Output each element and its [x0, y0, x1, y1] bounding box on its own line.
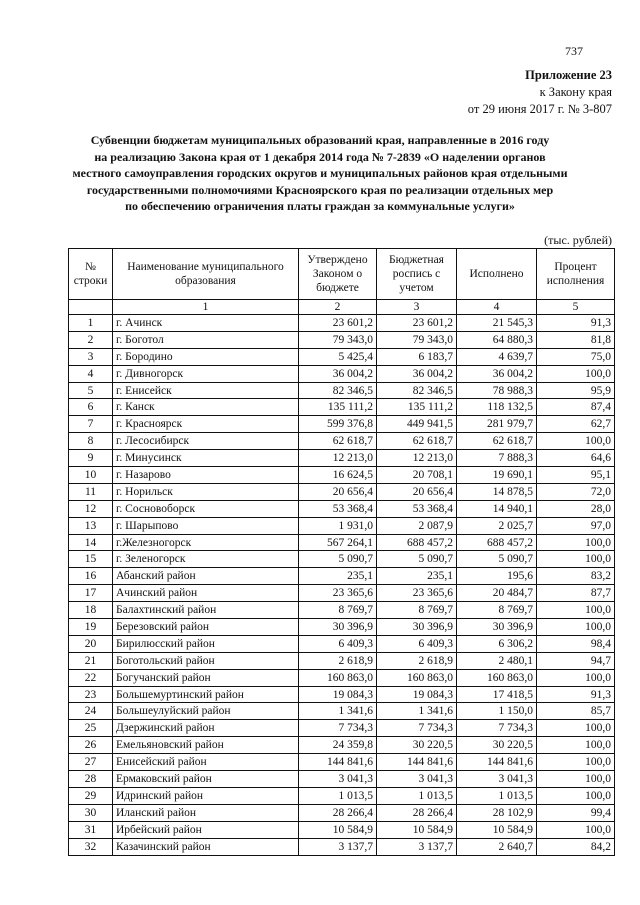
percent-cell: 87,4 [537, 399, 615, 416]
approved-amount-cell: 24 359,8 [299, 737, 377, 754]
municipality-name-cell: Дзержинский район [113, 720, 299, 737]
table-row [69, 483, 615, 500]
executed-amount-cell: 7 734,3 [457, 720, 537, 737]
table-row [69, 382, 615, 399]
municipality-name-cell: г. Зеленогорск [113, 551, 299, 568]
percent-cell: 91,3 [537, 315, 615, 332]
row-number-cell: 1 [69, 315, 113, 332]
municipality-name-cell: Березовский район [113, 619, 299, 636]
municipality-name-cell: г. Назарово [113, 467, 299, 484]
percent-cell: 100,0 [537, 669, 615, 686]
percent-cell: 100,0 [537, 365, 615, 382]
row-number-cell: 23 [69, 686, 113, 703]
budget-amount-cell: 3 137,7 [377, 838, 457, 855]
percent-cell: 100,0 [537, 787, 615, 804]
percent-cell: 100,0 [537, 821, 615, 838]
municipality-name-cell: г. Минусинск [113, 450, 299, 467]
percent-cell: 83,2 [537, 568, 615, 585]
percent-cell: 98,4 [537, 635, 615, 652]
percent-cell: 72,0 [537, 483, 615, 500]
appendix-date: от 29 июня 2017 г. № 3-807 [467, 102, 612, 116]
table-row [69, 348, 615, 365]
budget-amount-cell: 53 368,4 [377, 500, 457, 517]
percent-cell: 87,7 [537, 585, 615, 602]
table-row [69, 703, 615, 720]
budget-amount-cell: 30 220,5 [377, 737, 457, 754]
municipality-name-cell: Казачинский район [113, 838, 299, 855]
executed-amount-cell: 195,6 [457, 568, 537, 585]
approved-amount-cell: 36 004,2 [299, 365, 377, 382]
row-number-cell: 4 [69, 365, 113, 382]
header-percent: Процент исполнения [537, 249, 615, 300]
budget-amount-cell: 135 111,2 [377, 399, 457, 416]
municipality-name-cell: Идринский район [113, 787, 299, 804]
title-line: на реализацию Закона края от 1 декабря 2014 года № 7-2839 «О наделении органов [94, 149, 546, 164]
column-number [69, 300, 113, 315]
executed-amount-cell: 2 640,7 [457, 838, 537, 855]
municipality-name-cell: г. Бородино [113, 348, 299, 365]
percent-cell: 91,3 [537, 686, 615, 703]
percent-cell: 62,7 [537, 416, 615, 433]
row-number-cell: 6 [69, 399, 113, 416]
executed-amount-cell: 5 090,7 [457, 551, 537, 568]
percent-cell: 100,0 [537, 534, 615, 551]
row-number-cell: 18 [69, 602, 113, 619]
table-row [69, 720, 615, 737]
budget-amount-cell: 5 090,7 [377, 551, 457, 568]
row-number-cell: 14 [69, 534, 113, 551]
row-number-cell: 24 [69, 703, 113, 720]
municipality-name-cell: Большемуртинский район [113, 686, 299, 703]
percent-cell: 95,9 [537, 382, 615, 399]
percent-cell: 99,4 [537, 804, 615, 821]
executed-amount-cell: 78 988,3 [457, 382, 537, 399]
percent-cell: 81,8 [537, 331, 615, 348]
row-number-cell: 15 [69, 551, 113, 568]
percent-cell: 75,0 [537, 348, 615, 365]
budget-amount-cell: 28 266,4 [377, 804, 457, 821]
percent-cell: 64,6 [537, 450, 615, 467]
budget-amount-cell: 160 863,0 [377, 669, 457, 686]
municipality-name-cell: Бирилюсский район [113, 635, 299, 652]
row-number-cell: 7 [69, 416, 113, 433]
subsidy-table [68, 248, 615, 856]
table-header-row [69, 249, 615, 300]
approved-amount-cell: 16 624,5 [299, 467, 377, 484]
executed-amount-cell: 30 396,9 [457, 619, 537, 636]
percent-cell: 85,7 [537, 703, 615, 720]
municipality-name-cell: Емельяновский район [113, 737, 299, 754]
municipality-name-cell: г. Норильск [113, 483, 299, 500]
budget-amount-cell: 1 341,6 [377, 703, 457, 720]
row-number-cell: 2 [69, 331, 113, 348]
executed-amount-cell: 19 690,1 [457, 467, 537, 484]
approved-amount-cell: 5 425,4 [299, 348, 377, 365]
approved-amount-cell: 235,1 [299, 568, 377, 585]
column-number: 2 [299, 300, 377, 315]
column-number: 1 [113, 300, 299, 315]
executed-amount-cell: 3 041,3 [457, 771, 537, 788]
municipality-name-cell: г. Дивногорск [113, 365, 299, 382]
header-approved: Утверждено Законом о бюджете [299, 249, 377, 300]
approved-amount-cell: 3 041,3 [299, 771, 377, 788]
table-row [69, 838, 615, 855]
approved-amount-cell: 6 409,3 [299, 635, 377, 652]
budget-amount-cell: 2 087,9 [377, 517, 457, 534]
executed-amount-cell: 14 940,1 [457, 500, 537, 517]
row-number-cell: 29 [69, 787, 113, 804]
row-number-cell: 28 [69, 771, 113, 788]
municipality-name-cell: Богучанский район [113, 669, 299, 686]
executed-amount-cell: 1 150,0 [457, 703, 537, 720]
municipality-name-cell: г. Ачинск [113, 315, 299, 332]
row-number-cell: 27 [69, 754, 113, 771]
table-row [69, 737, 615, 754]
appendix-law-ref: к Закону края [539, 85, 612, 99]
executed-amount-cell: 28 102,9 [457, 804, 537, 821]
approved-amount-cell: 1 013,5 [299, 787, 377, 804]
executed-amount-cell: 20 484,7 [457, 585, 537, 602]
percent-cell: 100,0 [537, 754, 615, 771]
executed-amount-cell: 6 306,2 [457, 635, 537, 652]
header-budget: Бюджетная роспись с учетом [377, 249, 457, 300]
row-number-cell: 22 [69, 669, 113, 686]
approved-amount-cell: 144 841,6 [299, 754, 377, 771]
row-number-cell: 13 [69, 517, 113, 534]
approved-amount-cell: 2 618,9 [299, 652, 377, 669]
executed-amount-cell: 64 880,3 [457, 331, 537, 348]
row-number-cell: 31 [69, 821, 113, 838]
table-row [69, 416, 615, 433]
municipality-name-cell: г. Сосновоборск [113, 500, 299, 517]
approved-amount-cell: 3 137,7 [299, 838, 377, 855]
row-number-cell: 10 [69, 467, 113, 484]
budget-amount-cell: 20 656,4 [377, 483, 457, 500]
column-number: 4 [457, 300, 537, 315]
table-row [69, 619, 615, 636]
municipality-name-cell: г. Красноярск [113, 416, 299, 433]
approved-amount-cell: 10 584,9 [299, 821, 377, 838]
approved-amount-cell: 8 769,7 [299, 602, 377, 619]
approved-amount-cell: 62 618,7 [299, 433, 377, 450]
budget-amount-cell: 82 346,5 [377, 382, 457, 399]
budget-amount-cell: 79 343,0 [377, 331, 457, 348]
percent-cell: 84,2 [537, 838, 615, 855]
table-row [69, 585, 615, 602]
title-line: по обеспечению ограничения платы граждан за коммунальные услуги» [125, 199, 515, 213]
approved-amount-cell: 30 396,9 [299, 619, 377, 636]
units-label: (тыс. рублей) [544, 233, 612, 247]
municipality-name-cell: г. Шарыпово [113, 517, 299, 534]
percent-cell: 100,0 [537, 433, 615, 450]
row-number-cell: 12 [69, 500, 113, 517]
row-number-cell: 11 [69, 483, 113, 500]
column-number: 3 [377, 300, 457, 315]
header-name: Наименование муниципального образования [113, 249, 299, 300]
table-row [69, 787, 615, 804]
municipality-name-cell: Боготольский район [113, 652, 299, 669]
budget-amount-cell: 62 618,7 [377, 433, 457, 450]
percent-cell: 95,1 [537, 467, 615, 484]
executed-amount-cell: 2 480,1 [457, 652, 537, 669]
budget-amount-cell: 2 618,9 [377, 652, 457, 669]
budget-amount-cell: 6 183,7 [377, 348, 457, 365]
executed-amount-cell: 62 618,7 [457, 433, 537, 450]
table-row [69, 365, 615, 382]
budget-amount-cell: 36 004,2 [377, 365, 457, 382]
executed-amount-cell: 144 841,6 [457, 754, 537, 771]
executed-amount-cell: 160 863,0 [457, 669, 537, 686]
title-line: местного самоуправления городских округов и муниципальных районов края отдельными [72, 166, 568, 180]
approved-amount-cell: 23 365,6 [299, 585, 377, 602]
row-number-cell: 20 [69, 635, 113, 652]
executed-amount-cell: 4 639,7 [457, 348, 537, 365]
budget-amount-cell: 30 396,9 [377, 619, 457, 636]
municipality-name-cell: г. Лесосибирск [113, 433, 299, 450]
budget-amount-cell: 235,1 [377, 568, 457, 585]
row-number-cell: 21 [69, 652, 113, 669]
row-number-cell: 26 [69, 737, 113, 754]
percent-cell: 100,0 [537, 737, 615, 754]
row-number-cell: 3 [69, 348, 113, 365]
table-row [69, 534, 615, 551]
document-title [0, 132, 640, 215]
table-row [69, 399, 615, 416]
table-row [69, 568, 615, 585]
column-number: 5 [537, 300, 615, 315]
budget-amount-cell: 688 457,2 [377, 534, 457, 551]
header-executed: Исполнено [457, 249, 537, 300]
municipality-name-cell: Енисейский район [113, 754, 299, 771]
row-number-cell: 30 [69, 804, 113, 821]
table-body [69, 315, 615, 856]
row-number-cell: 19 [69, 619, 113, 636]
executed-amount-cell: 17 418,5 [457, 686, 537, 703]
budget-amount-cell: 1 013,5 [377, 787, 457, 804]
page-number: 737 [565, 44, 583, 58]
percent-cell: 100,0 [537, 619, 615, 636]
municipality-name-cell: г.Железногорск [113, 534, 299, 551]
approved-amount-cell: 135 111,2 [299, 399, 377, 416]
table-row [69, 433, 615, 450]
approved-amount-cell: 567 264,1 [299, 534, 377, 551]
municipality-name-cell: Абанский район [113, 568, 299, 585]
percent-cell: 100,0 [537, 720, 615, 737]
approved-amount-cell: 1 341,6 [299, 703, 377, 720]
table-row [69, 635, 615, 652]
municipality-name-cell: Ачинский район [113, 585, 299, 602]
row-number-cell: 17 [69, 585, 113, 602]
executed-amount-cell: 14 878,5 [457, 483, 537, 500]
budget-amount-cell: 449 941,5 [377, 416, 457, 433]
budget-amount-cell: 10 584,9 [377, 821, 457, 838]
municipality-name-cell: г. Енисейск [113, 382, 299, 399]
table-row [69, 551, 615, 568]
approved-amount-cell: 82 346,5 [299, 382, 377, 399]
budget-amount-cell: 19 084,3 [377, 686, 457, 703]
budget-amount-cell: 12 213,0 [377, 450, 457, 467]
row-number-cell: 16 [69, 568, 113, 585]
municipality-name-cell: г. Боготол [113, 331, 299, 348]
budget-amount-cell: 8 769,7 [377, 602, 457, 619]
executed-amount-cell: 8 769,7 [457, 602, 537, 619]
municipality-name-cell: Ермаковский район [113, 771, 299, 788]
row-number-cell: 25 [69, 720, 113, 737]
executed-amount-cell: 688 457,2 [457, 534, 537, 551]
budget-amount-cell: 144 841,6 [377, 754, 457, 771]
percent-cell: 100,0 [537, 602, 615, 619]
approved-amount-cell: 5 090,7 [299, 551, 377, 568]
title-line: Субвенции бюджетам муниципальных образований края, направленные в 2016 году [90, 133, 550, 147]
approved-amount-cell: 23 601,2 [299, 315, 377, 332]
table-row [69, 804, 615, 821]
table-row [69, 821, 615, 838]
budget-amount-cell: 23 601,2 [377, 315, 457, 332]
header-num: № строки [69, 249, 113, 300]
approved-amount-cell: 19 084,3 [299, 686, 377, 703]
budget-amount-cell: 3 041,3 [377, 771, 457, 788]
executed-amount-cell: 10 584,9 [457, 821, 537, 838]
approved-amount-cell: 53 368,4 [299, 500, 377, 517]
row-number-cell: 9 [69, 450, 113, 467]
table-row [69, 771, 615, 788]
row-number-cell: 8 [69, 433, 113, 450]
table-row [69, 500, 615, 517]
percent-cell: 94,7 [537, 652, 615, 669]
approved-amount-cell: 160 863,0 [299, 669, 377, 686]
executed-amount-cell: 36 004,2 [457, 365, 537, 382]
executed-amount-cell: 30 220,5 [457, 737, 537, 754]
table-row [69, 602, 615, 619]
executed-amount-cell: 2 025,7 [457, 517, 537, 534]
table-row [69, 669, 615, 686]
percent-cell: 97,0 [537, 517, 615, 534]
approved-amount-cell: 7 734,3 [299, 720, 377, 737]
approved-amount-cell: 20 656,4 [299, 483, 377, 500]
approved-amount-cell: 599 376,8 [299, 416, 377, 433]
executed-amount-cell: 1 013,5 [457, 787, 537, 804]
budget-amount-cell: 6 409,3 [377, 635, 457, 652]
table-row [69, 754, 615, 771]
municipality-name-cell: Ирбейский район [113, 821, 299, 838]
table-row [69, 467, 615, 484]
percent-cell: 100,0 [537, 551, 615, 568]
percent-cell: 28,0 [537, 500, 615, 517]
appendix-title: Приложение 23 [525, 68, 612, 82]
approved-amount-cell: 28 266,4 [299, 804, 377, 821]
municipality-name-cell: Балахтинский район [113, 602, 299, 619]
column-number-row [69, 300, 615, 315]
table-row [69, 686, 615, 703]
table-row [69, 315, 615, 332]
row-number-cell: 5 [69, 382, 113, 399]
title-line: государственными полномочиями Красноярского края по реализации отдельных мер [86, 182, 554, 197]
percent-cell: 100,0 [537, 771, 615, 788]
approved-amount-cell: 12 213,0 [299, 450, 377, 467]
table-row [69, 450, 615, 467]
approved-amount-cell: 79 343,0 [299, 331, 377, 348]
executed-amount-cell: 118 132,5 [457, 399, 537, 416]
municipality-name-cell: Иланский район [113, 804, 299, 821]
municipality-name-cell: г. Канск [113, 399, 299, 416]
budget-amount-cell: 23 365,6 [377, 585, 457, 602]
appendix-block [468, 67, 612, 118]
budget-amount-cell: 20 708,1 [377, 467, 457, 484]
table-row [69, 517, 615, 534]
municipality-name-cell: Большеулуйский район [113, 703, 299, 720]
executed-amount-cell: 21 545,3 [457, 315, 537, 332]
row-number-cell: 32 [69, 838, 113, 855]
executed-amount-cell: 7 888,3 [457, 450, 537, 467]
budget-amount-cell: 7 734,3 [377, 720, 457, 737]
table-row [69, 331, 615, 348]
table-row [69, 652, 615, 669]
approved-amount-cell: 1 931,0 [299, 517, 377, 534]
executed-amount-cell: 281 979,7 [457, 416, 537, 433]
